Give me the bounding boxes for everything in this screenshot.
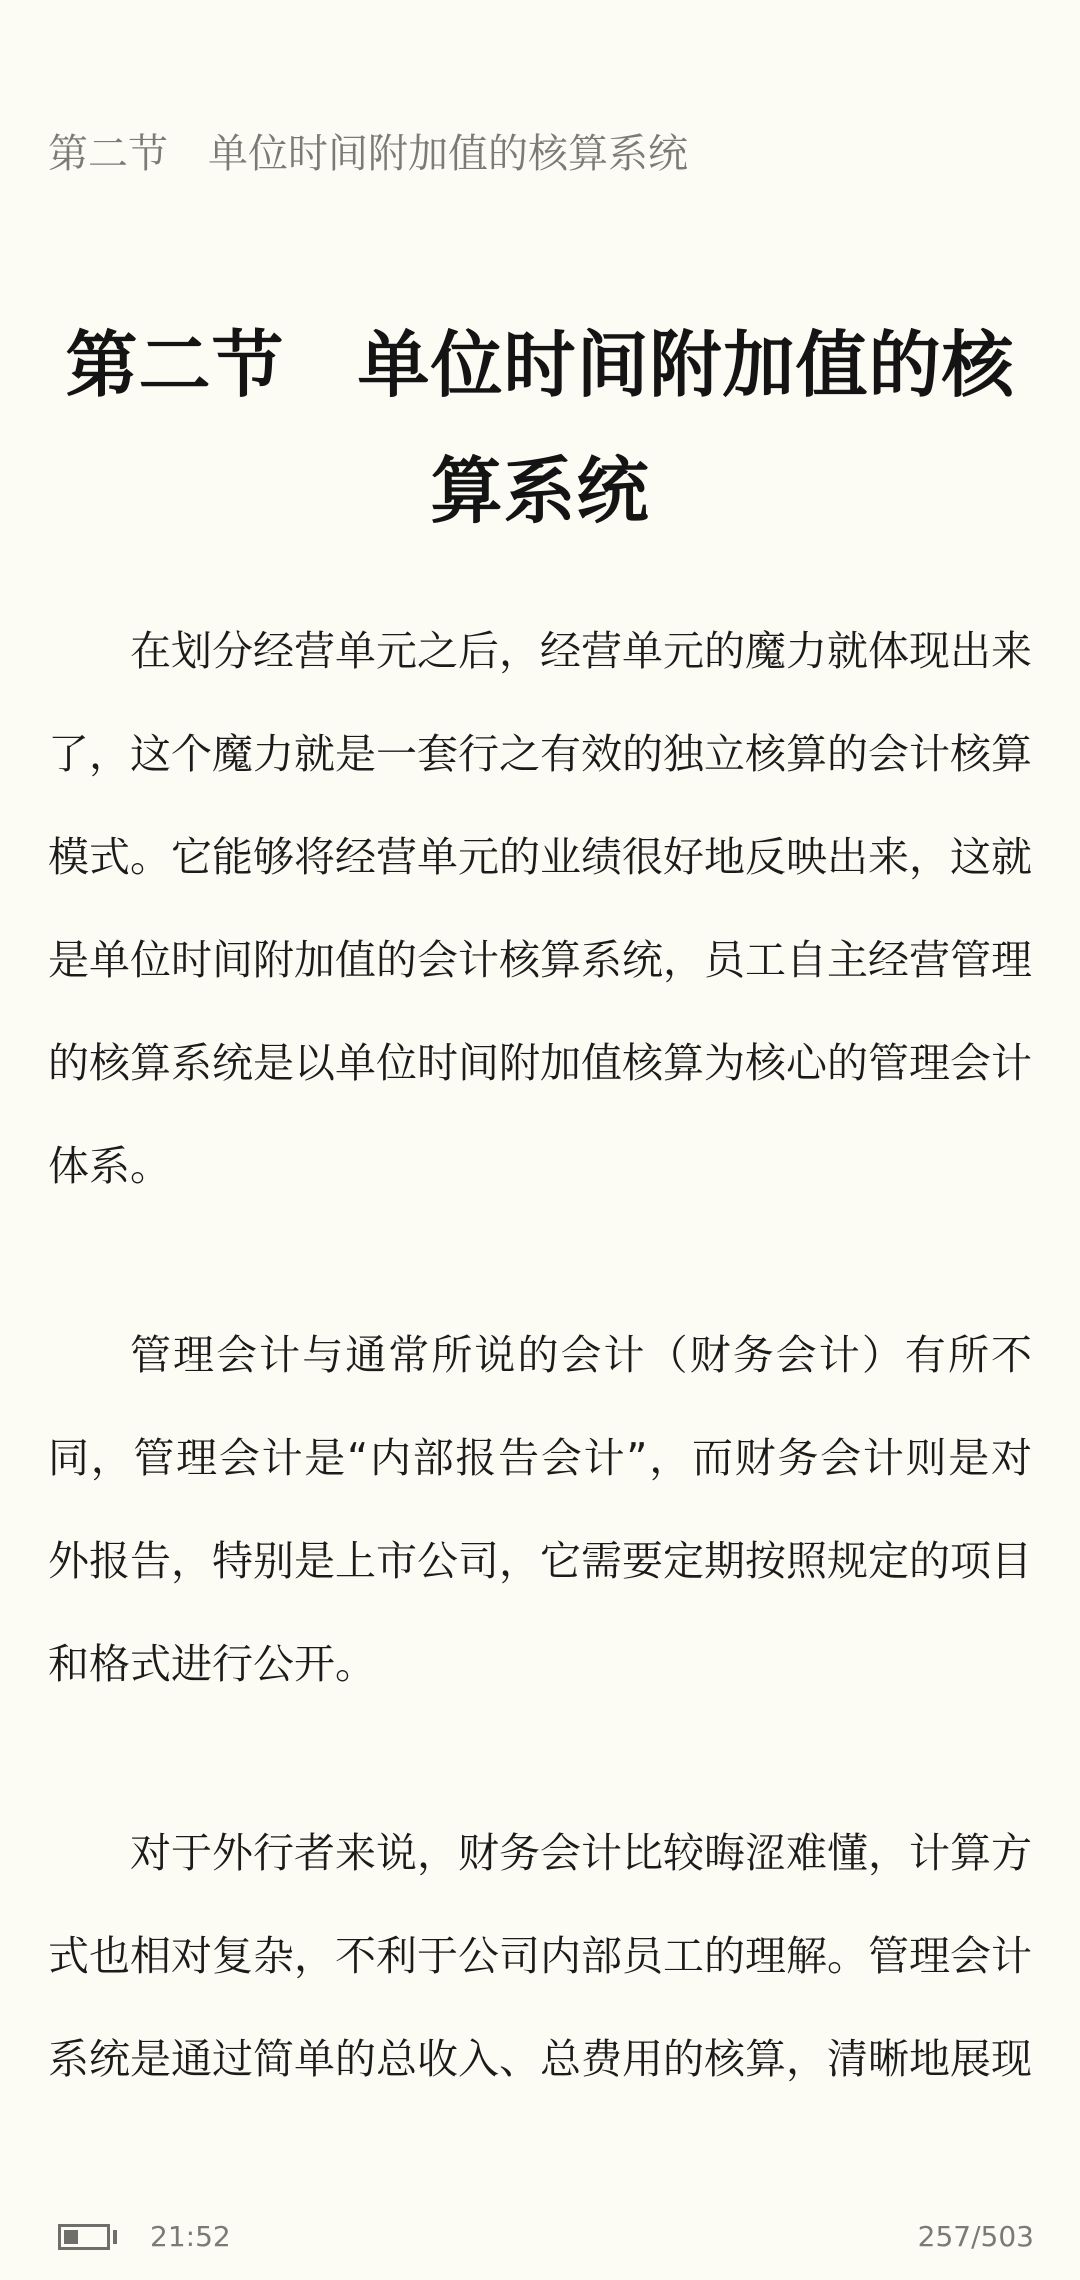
status-bar bbox=[0, 2210, 1080, 2270]
battery-level bbox=[64, 2230, 78, 2244]
battery-cap-icon bbox=[113, 2230, 117, 2244]
battery-icon bbox=[58, 2224, 110, 2250]
chapter-title: 第二节 单位时间附加值的核算系统 bbox=[65, 323, 1015, 534]
running-header: 第二节 单位时间附加值的核算系统 bbox=[48, 131, 688, 177]
page-number: 257/503 bbox=[917, 2220, 1034, 2253]
paragraph: 对于外行者来说，财务会计比较晦涩难懂，计算方式也相对复杂，不利于公司内部员工的理解。管理会计系统是通过简单的总收入、总费用的核算，清晰地展现 bbox=[48, 1829, 1032, 2083]
reading-content[interactable] bbox=[48, 600, 1032, 2197]
clock: 21:52 bbox=[150, 2220, 231, 2253]
paragraph: 管理会计与通常所说的会计（财务会计）有所不同，管理会计是“内部报告会计”，而财务会计则是对外报告，特别是上市公司，它需要定期按照规定的项目和格式进行公开。 bbox=[48, 1331, 1032, 1688]
paragraph: 在划分经营单元之后，经营单元的魔力就体现出来了，这个魔力就是一套行之有效的独立核算的会计核算模式。它能够将经营单元的业绩很好地反映出来，这就是单位时间附加值的会计核算系统，员工自主经营管理的核算系统是以单位时间附加值核算为核心的管理会计体系。 bbox=[48, 627, 1032, 1190]
